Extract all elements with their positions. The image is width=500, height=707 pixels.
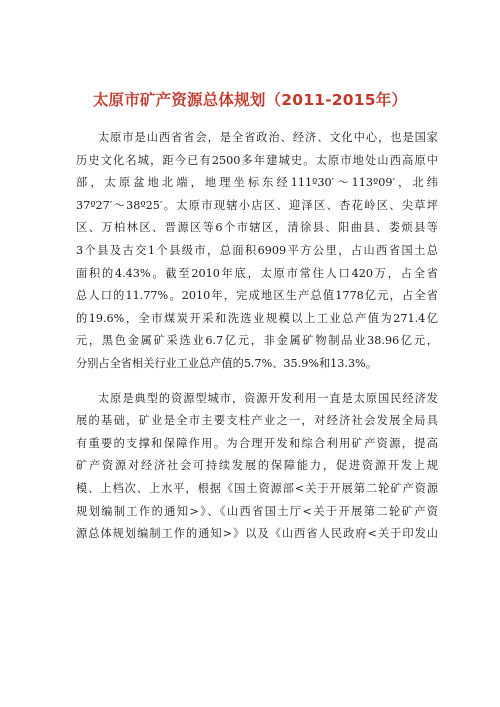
text-line: 分别占全省相关行业工业总产值的5.7%、35.9%和13.3%。 (76, 356, 377, 370)
text-line: 规划编制工作的通知>》、《山西省国土厅<关于开展第二轮矿产资 (76, 504, 438, 518)
document-title: 太原市矿产资源总体规划（2011-2015年） (92, 91, 408, 109)
text-line: 源总体规划编制工作的通知>》以及《山西省人民政府<关于印发山 (76, 527, 438, 541)
text-line: 模、上档次、上水平，根据《国土资源部<关于开展第二轮矿产资源 (76, 481, 438, 495)
paragraph-2 (76, 388, 438, 546)
text-line: 区、万柏林区、晋源区等6个市辖区，清徐县、阳曲县、娄烦县等 (76, 221, 438, 235)
text-line: 元，黑色金属矿采选业6.7亿元，非金属矿物制品业38.96亿元， (76, 334, 438, 348)
text-line: 历史文化名城，距今已有2500多年建城史。太原市地处山西高原中 (76, 153, 438, 167)
text-line: 部，太原盆地北端，地理坐标东经111º30′～113º09′，北纬 (76, 176, 438, 190)
text-line: 总人口的11.77%。2010年，完成地区生产总值1778亿元，占全省 (76, 289, 438, 303)
text-line: 面积的4.43%。截至2010年底，太原市常住人口420万，占全省 (76, 266, 438, 280)
text-line: 太原市是山西省省会，是全省政治、经济、文化中心，也是国家 (98, 131, 438, 144)
paragraph-spacer (76, 376, 438, 388)
text-line: 37º27′～38º25′。太原市现辖小店区、迎泽区、杏花岭区、尖草坪 (76, 198, 438, 212)
text-line: 矿产资源对经济社会可持续发展的保障能力，促进资源开发上规 (76, 459, 438, 473)
document-body (76, 127, 438, 546)
text-line: 有重要的支撑和保障作用。为合理开发和综合利用矿产资源，提高 (76, 436, 438, 450)
text-line: 的19.6%，全市煤炭开采和洗选业规模以上工业总产值为271.4亿 (76, 311, 438, 325)
text-line: 3个县及古交1个县级市，总面积6909平方公里，占山西省国土总 (76, 243, 438, 257)
paragraph-1 (76, 127, 438, 376)
text-line: 太原是典型的资源型城市，资源开发利用一直是太原国民经济发 (98, 391, 438, 405)
text-line: 展的基础，矿业是全市主要支柱产业之一，对经济社会发展全局具 (76, 414, 438, 428)
